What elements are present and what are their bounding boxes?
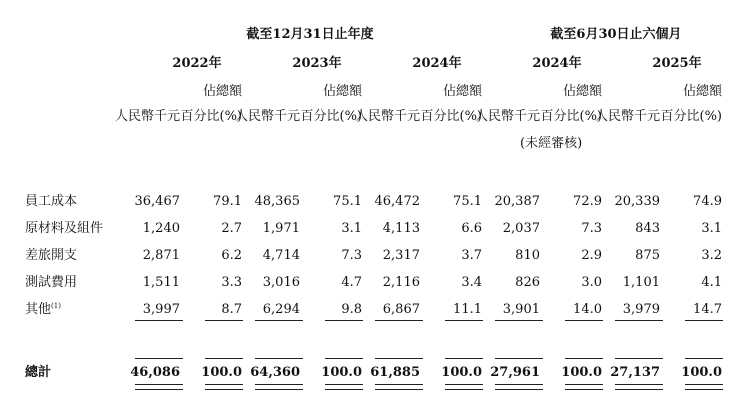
total-amount-cell: 61,885 xyxy=(370,365,420,380)
amount-cell: 3,979 xyxy=(622,302,660,317)
amount-cell: 2,116 xyxy=(382,275,420,290)
percent-cell: 74.9 xyxy=(693,194,722,209)
percent-cell: 6.6 xyxy=(461,221,482,236)
amount-cell: 46,472 xyxy=(374,194,420,209)
percent-cell: 2.9 xyxy=(581,248,602,263)
percent-cell: 3.1 xyxy=(341,221,362,236)
total-top-line xyxy=(135,358,183,359)
total-top-line xyxy=(255,358,303,359)
subtotal-line xyxy=(375,320,423,321)
total-double-underline xyxy=(495,384,543,390)
subtotal-line xyxy=(495,320,543,321)
percent-cell: 75.1 xyxy=(453,194,482,209)
col-pct-line1: 佔總額 xyxy=(562,84,602,99)
total-amount-cell: 27,961 xyxy=(490,365,540,380)
col-amount: 人民幣千元 xyxy=(354,109,420,124)
total-top-line xyxy=(615,358,663,359)
col-pct-line2: 百分比(%) xyxy=(420,109,482,124)
percent-cell: 75.1 xyxy=(333,194,362,209)
percent-cell: 72.9 xyxy=(573,194,602,209)
total-top-line xyxy=(205,358,243,359)
total-double-underline xyxy=(325,384,363,390)
col-pct-line2: 百分比(%) xyxy=(540,109,602,124)
percent-cell: 7.3 xyxy=(581,221,602,236)
amount-cell: 6,294 xyxy=(262,302,300,317)
col-pct-line2: 百分比(%) xyxy=(660,109,722,124)
row-label-total: 總計 xyxy=(25,365,52,380)
percent-cell: 4.7 xyxy=(341,275,362,290)
year-header-2024: 2024年 xyxy=(412,56,462,71)
total-top-line xyxy=(685,358,723,359)
col-pct-line2: 百分比(%) xyxy=(180,109,242,124)
footnote-marker: (1) xyxy=(51,302,61,310)
col-pct-line1: 佔總額 xyxy=(442,84,482,99)
amount-cell: 1,511 xyxy=(142,275,180,290)
percent-cell: 6.2 xyxy=(221,248,242,263)
amount-cell: 48,365 xyxy=(254,194,300,209)
row-label-testing: 測試費用 xyxy=(25,275,78,290)
subtotal-line xyxy=(255,320,303,321)
row-label-travel: 差旅開支 xyxy=(25,248,78,263)
total-percent-cell: 100.0 xyxy=(321,365,362,380)
total-top-line xyxy=(375,358,423,359)
amount-cell: 4,714 xyxy=(262,248,300,263)
amount-cell: 810 xyxy=(515,248,540,263)
percent-cell: 9.8 xyxy=(341,302,362,317)
col-pct-line1: 佔總額 xyxy=(322,84,362,99)
total-amount-cell: 46,086 xyxy=(130,365,180,380)
amount-cell: 4,113 xyxy=(382,221,420,236)
total-amount-cell: 27,137 xyxy=(610,365,660,380)
percent-cell: 79.1 xyxy=(213,194,242,209)
subtotal-line xyxy=(685,320,723,321)
col-amount: 人民幣千元 xyxy=(594,109,660,124)
amount-cell: 1,971 xyxy=(262,221,300,236)
total-double-underline xyxy=(205,384,243,390)
percent-cell: 3.0 xyxy=(581,275,602,290)
amount-cell: 36,467 xyxy=(134,194,180,209)
subtotal-line xyxy=(615,320,663,321)
amount-cell: 6,867 xyxy=(382,302,420,317)
subtotal-line xyxy=(135,320,183,321)
percent-cell: 8.7 xyxy=(221,302,242,317)
row-label-others xyxy=(25,303,61,316)
percent-cell: 7.3 xyxy=(341,248,362,263)
total-top-line xyxy=(565,358,603,359)
period-year-end-header: 截至12月31日止年度 xyxy=(246,27,374,42)
amount-cell: 2,037 xyxy=(502,221,540,236)
total-amount-cell: 64,360 xyxy=(250,365,300,380)
row-label-materials: 原材料及組件 xyxy=(25,221,104,236)
subtotal-line xyxy=(565,320,603,321)
amount-cell: 20,339 xyxy=(614,194,660,209)
amount-cell: 843 xyxy=(635,221,660,236)
row-label-others-text: 其他 xyxy=(25,302,52,317)
subtotal-line xyxy=(325,320,363,321)
col-pct-line1: 佔總額 xyxy=(202,84,242,99)
total-double-underline xyxy=(615,384,663,390)
amount-cell: 1,101 xyxy=(622,275,660,290)
row-label-staff-cost: 員工成本 xyxy=(25,194,78,209)
percent-cell: 3.4 xyxy=(461,275,482,290)
total-double-underline xyxy=(375,384,423,390)
total-percent-cell: 100.0 xyxy=(201,365,242,380)
year-header-2023: 2023年 xyxy=(292,56,342,71)
total-double-underline xyxy=(135,384,183,390)
amount-cell: 3,016 xyxy=(262,275,300,290)
amount-cell: 3,997 xyxy=(142,302,180,317)
col-pct-line2: 百分比(%) xyxy=(300,109,362,124)
total-double-underline xyxy=(255,384,303,390)
total-top-line xyxy=(445,358,483,359)
col-amount: 人民幣千元 xyxy=(114,109,180,124)
col-amount: 人民幣千元 xyxy=(474,109,540,124)
period-six-months-header: 截至6月30日止六個月 xyxy=(550,27,682,42)
year-header-2024-h1: 2024年 xyxy=(532,56,582,71)
subtotal-line xyxy=(445,320,483,321)
percent-cell: 3.7 xyxy=(461,248,482,263)
percent-cell: 11.1 xyxy=(453,302,482,317)
col-pct-line1: 佔總額 xyxy=(682,84,722,99)
total-percent-cell: 100.0 xyxy=(561,365,602,380)
total-top-line xyxy=(495,358,543,359)
total-double-underline xyxy=(445,384,483,390)
percent-cell: 4.1 xyxy=(701,275,722,290)
total-double-underline xyxy=(685,384,723,390)
subtotal-line xyxy=(205,320,243,321)
percent-cell: 3.3 xyxy=(221,275,242,290)
total-percent-cell: 100.0 xyxy=(441,365,482,380)
percent-cell: 3.2 xyxy=(701,248,722,263)
total-top-line xyxy=(325,358,363,359)
total-percent-cell: 100.0 xyxy=(681,365,722,380)
amount-cell: 875 xyxy=(635,248,660,263)
amount-cell: 1,240 xyxy=(142,221,180,236)
percent-cell: 2.7 xyxy=(221,221,242,236)
amount-cell: 3,901 xyxy=(502,302,540,317)
year-header-2025-h1: 2025年 xyxy=(652,56,702,71)
total-double-underline xyxy=(565,384,603,390)
amount-cell: 2,871 xyxy=(142,248,180,263)
amount-cell: 20,387 xyxy=(494,194,540,209)
unaudited-note: (未經審核) xyxy=(520,136,583,151)
year-header-2022: 2022年 xyxy=(172,56,222,71)
percent-cell: 14.7 xyxy=(693,302,722,317)
amount-cell: 826 xyxy=(515,275,540,290)
percent-cell: 14.0 xyxy=(573,302,602,317)
col-amount: 人民幣千元 xyxy=(234,109,300,124)
percent-cell: 3.1 xyxy=(701,221,722,236)
amount-cell: 2,317 xyxy=(382,248,420,263)
